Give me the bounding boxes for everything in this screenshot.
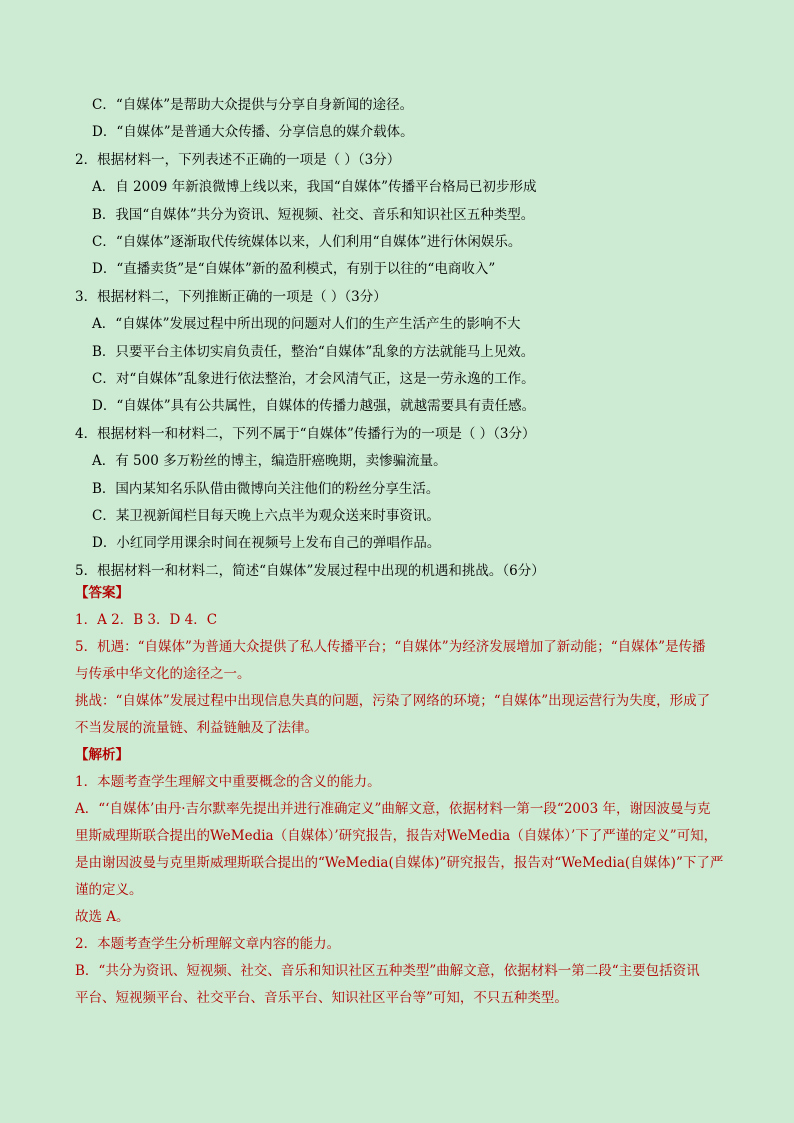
analysis-line: B．“共分为资讯、短视频、社交、音乐和知识社区五种类型”曲解文意，依据材料一第二段“主要包括资讯: [75, 963, 700, 979]
answer-5-opportunity-line2: 与传承中华文化的途径之一。: [75, 666, 251, 682]
answer-heading: 【答案】: [75, 585, 129, 601]
question-option: C．“自媒体”逐渐取代传统媒体以来，人们利用“自媒体”进行休闲娱乐。: [92, 234, 522, 250]
question-option: D．“自媒体”是普通大众传播、分享信息的媒介载体。: [92, 124, 414, 141]
question-option: B．只要平台主体切实肩负责任，整治“自媒体”乱象的方法就能马上见效。: [92, 343, 535, 360]
question-option: B．我国“自媒体”共分为资讯、短视频、社交、音乐和知识社区五种类型。: [92, 206, 535, 223]
analysis-line: 故选 A。: [75, 909, 130, 925]
question-option: B．国内某知名乐队借由微博向关注他们的粉丝分享生活。: [92, 480, 440, 497]
question-option: C．某卫视新闻栏目每天晚上六点半为观众送来时事资讯。: [92, 508, 440, 524]
answer-line-1: 1．A 2．B 3．D 4．C: [75, 612, 218, 628]
analysis-line: A．“‘自媒体’由丹·吉尔默率先提出并进行准确定义”曲解文意，依据材料一第一段“2003 年，谢因波曼与克: [75, 801, 711, 817]
question-stem: 3．根据材料二，下列推断正确的一项是（ ）（3分）: [75, 288, 387, 305]
question-stem: 2．根据材料一，下列表述不正确的一项是（ ）（3分）: [75, 151, 401, 168]
analysis-line: 是由谢因波曼与克里斯威理斯联合提出的“WeMedia(自媒体)”研究报告，报告对“WeMedia(自媒体)”下了严: [75, 855, 724, 871]
analysis-heading: 【解析】: [75, 747, 129, 763]
analysis-line: 1．本题考查学生理解文中重要概念的含义的能力。: [75, 774, 381, 790]
question-option: A．自 2009 年新浪微博上线以来，我国“自媒体”传播平台格局已初步形成: [92, 179, 537, 196]
answer-5-opportunity-line1: 5．机遇：“自媒体”为普通大众提供了私人传播平台；“自媒体”为经济发展增加了新动能；“自媒体”是传播: [75, 639, 706, 655]
question-stem: 4．根据材料一和材料二，下列不属于“自媒体”传播行为的一项是（ ）（3分）: [75, 425, 536, 442]
question-option: C．对“自媒体”乱象进行依法整治，才会风清气正，这是一劳永逸的工作。: [92, 371, 535, 387]
question-option: A．有 500 多万粉丝的博主，编造肝癌晚期，卖惨骗流量。: [92, 453, 447, 470]
answer-5-challenge-line1: 挑战：“自媒体”发展过程中出现信息失真的问题，污染了网络的环境；“自媒体”出现运营行为失度，形成了: [75, 693, 711, 709]
question-option: D．小红同学用课余时间在视频号上发布自己的弹唱作品。: [92, 535, 441, 552]
question-option: D．“直播卖货”是“自媒体”新的盈利模式，有别于以往的“电商收入”: [92, 261, 496, 278]
question-option: A．“自媒体”发展过程中所出现的问题对人们的生产生活产生的影响不大: [92, 316, 521, 333]
question-option: C．“自媒体”是帮助大众提供与分享自身新闻的途径。: [92, 97, 414, 113]
question-stem: 5．根据材料一和材料二，简述“自媒体”发展过程中出现的机遇和挑战。（6分）: [75, 562, 545, 579]
analysis-line: 谨的定义。: [75, 882, 143, 898]
answer-5-challenge-line2: 不当发展的流量链、利益链触及了法律。: [75, 720, 318, 736]
analysis-line: 里斯威理斯联合提出的WeMedia（自媒体）’研究报告，报告对WeMedia（自媒体）’下了严谨的定义”可知，: [75, 828, 718, 844]
question-option: D．“自媒体”具有公共属性，自媒体的传播力越强，就越需要具有责任感。: [92, 398, 536, 415]
analysis-line: 平台、短视频平台、社交平台、音乐平台、知识社区平台等”可知，不只五种类型。: [75, 990, 568, 1006]
analysis-line: 2．本题考查学生分析理解文章内容的能力。: [75, 936, 341, 952]
